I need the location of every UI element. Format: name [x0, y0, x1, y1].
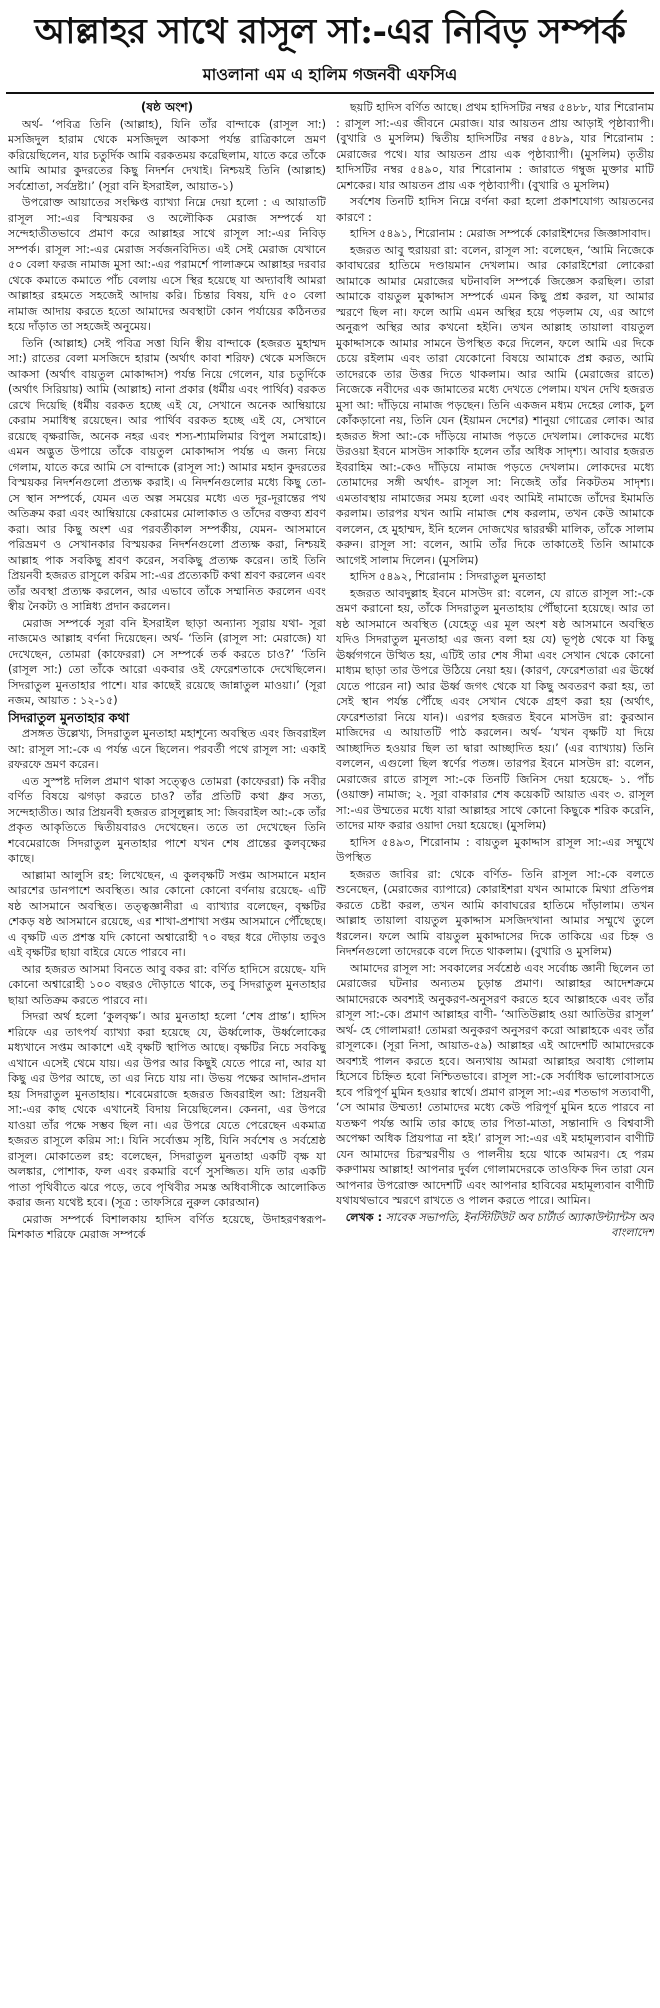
author-note: [336, 1210, 654, 1241]
paragraph: মেরাজ সম্পর্কে বিশালকায় হাদিস বর্ণিত হয়েছে, উদাহরণস্বরূপ- মিশকাত শরিফে মেরাজ সম্পর্কে: [8, 1212, 326, 1241]
hadith-heading: হাদিস ৫৪৯২, শিরোনাম : সিদরাতুল মুনতাহা: [350, 570, 546, 583]
hadith-heading: হাদিস ৫৪৯৩, শিরোনাম : বায়তুল মুকাদ্দাস রাসূল সা:-এর সম্মুখে উপস্থিত: [336, 835, 654, 864]
paragraph: মেরাজ সম্পর্কে সূরা বনি ইসরাইল ছাড়া অন্যান্য সূরায় যথা- সূরা নাজমেও আল্লাহ বর্ণনা দিয়েছেন। অর্থ- ‘তিনি (রাসূল সা: মেরাজে) যা দেখেছেন, তোমরা (কাফেররা) সে সম্পর্কে তর্ক করতে চাও?’ ‘তিনি (রাসূল সা:) তো তাঁকে আরো একবার ওই ফেরেশতাকে দেখেছিলেন। সিদরাতুল মুনতাহার পাশে। যার কাছেই রয়েছে জান্নাতুল মাওয়া।’ (সূরা নজম, আয়াত : ১২-১৫): [8, 616, 326, 707]
paragraph: হজরত আবদুল্লাহ ইবনে মাসউদ রা: বলেন, যে রাতে রাসূল সা:-কে ভ্রমণ করানো হয়, তাঁকে সিদরাতুল মুনতাহায় পৌঁছানো হয়েছে। আর তা ষষ্ঠ আসমানে অবস্থিত (যেহেতু এর মূল অংশ ষষ্ঠ আসমানে অবস্থিত যদিও সিদরাতুল মুনতাহা এর জন্য বলা হয় যে) ভূপৃষ্ঠ থেকে যা কিছু ঊর্ধ্বগগনে উত্থিত হয়, এটিই তার শেষ সীমা এবং সেখান থেকে কোনো মাধ্যম ছাড়া তার উপরে উঠিয়ে নেয়া হয়। (কারণ, ফেরেশতারা এর ঊর্ধ্বে যেতে পারেন না) আর ঊর্ধ্ব জগৎ থেকে যা কিছু অবতরণ করা হয়, তা সেই স্থান পর্যন্ত পৌঁছে এবং সেখান থেকে গ্রহণ করা হয় (অর্থাৎ, ফেরেশতারা নিয়ে যান)। এরপর হজরত ইবনে মাসউদ রা: কুরআন মাজিদের এ আয়াতটি পাঠ করলেন। অর্থ- ‘যখন বৃক্ষটি যা দিয়ে আচ্ছাদিত হওয়ার ছিল তা দ্বারা আচ্ছাদিত হয়।’ (এর ব্যাখ্যায়) তিনি বললেন, এগুলো ছিল স্বর্ণের পতঙ্গ। তারপর ইবনে মাসউদ রা: বলেন, মেরাজের রাতে রাসূল সা:-কে তিনটি জিনিস দেয়া হয়েছে- ১. পাঁচ (ওয়াক্ত) নামাজ; ২. সূরা বাকারার শেষ কয়েকটি আয়াত এবং ৩. রাসূল সা:-এর উম্মতের মধ্যে যারা আল্লাহর সাথে কোনো কিছুকে শরিক করেনি, তাদের মাফ করার ওয়াদা দেয়া হয়েছে। (মুসলিম): [336, 586, 654, 832]
paragraph: আর হজরত আসমা বিনতে আবু বকর রা: বর্ণিত হাদিসে রয়েছে- যদি কোনো অশ্বারোহী ১০০ বছরও দৌড়াতে থাকে, তবু সিদরাতুল মুনতাহার ছায়া অতিক্রম করতে পারবে না।: [8, 962, 326, 1007]
paragraph: সর্বশেষ তিনটি হাদিস নিম্নে বর্ণনা করা হলো প্রকাশযোগ্য আয়তনের কারণে :: [336, 195, 654, 224]
paragraph: তিনি (আল্লাহ) সেই পবিত্র সত্তা যিনি স্বীয় বান্দাকে (হজরত মুহাম্মদ সা:) রাতের বেলা মসজিদে হারাম (অর্থাৎ কাবা শরিফ) থেকে মসজিদে আকসা (অর্থাৎ বায়তুল মোকাদ্দাস) পর্যন্ত নিয়ে গেলেন, যার চতুর্দিকে (অর্থাৎ সিরিয়ায়) আমি (আল্লাহ) নানা প্রকার (ধর্মীয় এবং পার্থিব) বরকত রেখে দিয়েছি (ধর্মীয় বরকত হচ্ছে এই যে, সেখানে অনেক আম্বিয়ায়ে কেরাম সমাধিস্থ রয়েছেন। আর পার্থিব বরকত হচ্ছে এই যে, সেখানে রয়েছে বৃক্ষরাজি, অনেক নহর এবং শস্য-শ্যামলিমার বিপুল সমারোহ)। এমন অদ্ভুত উপায়ে তাঁকে বায়তুল মোকাদ্দাস পর্যন্ত এ জন্য নিয়ে গেলাম, যাতে করে আমি সে বান্দাকে (রাসূল সা:) আমার মহান কুদরতের বিস্ময়কর নিদর্শনগুলো প্রত্যক্ষ করাই। এ নিদর্শনগুলোর মধ্যে কিছু তো- সে স্থান সম্পর্কে, যেমন এত অল্প সময়ের মধ্যে এত দূর-দূরান্তের পথ অতিক্রম করা এবং আম্বিয়ায়ে কেরামের মোলাকাত ও তাঁদের বক্তব্য শ্রবণ করা। আর কিছু অংশ এর পরবর্তীকাল সম্পর্কীয়, যেমন- আসমানে পরিভ্রমণ ও সেখানকার বিস্ময়কর নিদর্শনগুলো প্রত্যক্ষ করা, নিশ্চয়ই আল্লাহ পাক সবকিছু শ্রবণ করেন, সবকিছু প্রত্যক্ষ করেন। তাই তিনি প্রিয়নবী হজরত রাসূলে করিম সা:-এর প্রত্যেকটি কথা শ্রবণ করলেন এবং তাঁর অবস্থা প্রত্যক্ষ করলেন, আর এভাবে তাঁকে সম্মানিত করলেন এবং স্বীয় নৈকট্য ও সান্নিধ্য প্রদান করলেন।: [8, 336, 326, 613]
paragraph: অর্থ- ‘পবিত্র তিনি (আল্লাহ), যিনি তাঁর বান্দাকে (রাসূল সা:) মসজিদুল হারাম থেকে মসজিদুল আকসা পর্যন্ত রাত্রিকালে ভ্রমণ করিয়েছিলেন, যার চতুর্দিক আমি বরকতময় করেছিলাম, যাতে করে তাঁকে আমি আমার কুদরতের কিছু নিদর্শন দেখাই। নিশ্চয়ই তিনি (আল্লাহ) সর্বশ্রোতা, সর্বদ্রষ্টা।’ (সূরা বনি ইসরাইল, আয়াত-১): [8, 117, 326, 193]
section-label: (ষষ্ঠ অংশ): [140, 100, 194, 114]
paragraph: উপরোক্ত আয়াতের সংক্ষিপ্ত ব্যাখ্যা নিম্নে দেয়া হলো : এ আয়াতটি রাসূল সা:-এর বিস্ময়কর ও অলৌকিক মেরাজ সম্পর্কে যা সন্দেহাতীতভাবে প্রমাণ করে আল্লাহর সাথে রাসূল সা:-এর নিবিড় সম্পর্ক। রাসূল সা:-এর মেরাজ সর্বজনবিদিত। এই সেই মেরাজ যেখানে ৫০ বেলা ফরজ নামাজ মুসা আ:-এর পরামর্শে পালাক্রমে আল্লাহর দরবার থেকে কমাতে কমাতে পাঁচ বেলায় এসে স্থির হয়েছে যা অদ্যাবধি আমরা আল্লাহর রহমতে সহজেই আদায় করি। চিন্তার বিষয়, যদি ৫০ বেলা নামাজ আদায় করতে হতো আমাদের অবস্থাটা কোন পর্যায়ের কঠিনতর হয়ে দাঁড়াত তা সহজেই অনুমেয়।: [8, 196, 326, 333]
hadith-heading: হাদিস ৫৪৯১, শিরোনাম : মেরাজ সম্পর্কে কোরাইশদের জিজ্ঞাসাবাদ।: [350, 227, 651, 240]
paragraph: হজরত আবু হুরায়রা রা: বলেন, রাসূল সা: বলেছেন, ‘আমি নিজেকে কাবাঘরের হাতিমে দণ্ডায়মান দেখলাম। আর কোরাইশেরা লোকেরা আমাকে আমার মেরাজের ঘটনাবলি সম্পর্কে জিজ্ঞেস করছিল। তারা আমাকে বায়তুল মুকাদ্দাস সম্পর্কে এমন কিছু প্রশ্ন করল, যা আমার স্মরণে ছিল না। ফলে আমি এমন অস্থির হয়ে পড়লাম যে, এর আগে অনুরূপ অস্থির আর কখনো হইনি। তখন আল্লাহ তায়ালা বায়তুল মুকাদ্দাসকে আমার সামনে উপস্থিত করে দিলেন, ফলে আমি এর দিকে চেয়ে রইলাম এবং তারা যেকোনো বিষয়ে আমাকে প্রশ্ন করত, আমি তাদেরকে তার উত্তর দিতে থাকলাম। আর আমি (মেরাজের রাতে) নিজেকে নবীদের এক জামাতের মধ্যে দেখতে পেলাম। যখন দেখি হজরত মুসা আ: দাঁড়িয়ে নামাজ পড়ছেন। তিনি একজন মধ্যম দেহের লোক, চুল কোঁকড়ানো নয়, তিনি যেন (ইয়ামন দেশের) শানুয়া গোত্রের লোক। আর হজরত ঈসা আ:-কে দাঁড়িয়ে নামাজ পড়তে দেখলাম। লোকদের মধ্যে উরওয়া ইবনে মাসউদ সাকাফি হলেন তাঁর অধিক সাদৃশ্য। আবার হজরত ইবরাহিম আ:-কেও দাঁড়িয়ে নামাজ পড়তে দেখলাম। লোকদের মধ্যে তোমাদের সঙ্গী অর্থাৎ- রাসূল সা: নিজেই তাঁর নিকটতম সাদৃশ্য। এমতাবস্থায় নামাজের সময় হলো এবং আমিই নামাজে তাঁদের ইমামতি করলাম। তারপর যখন আমি নামাজ শেষ করলাম, তখন কেউ আমাকে বললেন, হে মুহাম্মদ, ইনি হলেন দোজখের দ্বাররক্ষী মালিক, তাঁকে সালাম করুন। রাসূল সা: বলেন, আমি তাঁর দিকে তাকাতেই তিনি আমাকে আগেই সালাম দিলেন। (মুসলিম): [336, 243, 654, 567]
paragraph: হজরত জাবির রা: থেকে বর্ণিত- তিনি রাসূল সা:-কে বলতে শুনেছেন, (মেরাজের ব্যাপারে) কোরাইশরা যখন আমাকে মিথ্যা প্রতিপন্ন করতে চেষ্টা করল, তখন আমি কাবাঘরের হাতিমে দাঁড়ালাম। তখন আল্লাহ তায়ালা বায়তুল মুকাদ্দাস মসজিদখানা আমার সম্মুখে তুলে ধরলেন। ফলে আমি বায়তুল মুকাদ্দাসের দিকে তাকিয়ে এর চিহ্ন ও নিদর্শনগুলো তাদেরকে বলে দিতে থাকলাম। (বুখারি ও মুসলিম): [336, 867, 654, 958]
author-note-label: লেখক :: [345, 1210, 383, 1224]
left-column: [8, 100, 326, 2000]
right-column: [336, 100, 654, 2000]
header-divider: [6, 92, 654, 94]
paragraph: আল্লামা আলুসি রহ: লিখেছেন, এ কুলবৃক্ষটি সপ্তম আসমানে মহান আরশের ডানপাশে অবস্থিত। আর কোনো কোনো বর্ণনায় রয়েছে- এটি ষষ্ঠ আসমানে অবস্থিত। তত্ত্বজ্ঞানীরা এ ব্যাখ্যার বলেছেন, বৃক্ষটির শেকড় ষষ্ঠ আসমানে রয়েছে, এর শাখা-প্রশাখা সপ্তম আসমানে পৌঁছেছে। এ বৃক্ষটি এত প্রশস্ত যদি কোনো অশ্বারোহী ৭০ বছর ধরে দৌড়ায় তবুও এই বৃক্ষটির ছায়া বাইরে যেতে পারবে না।: [8, 868, 326, 959]
author-byline: মাওলানা এম এ হালিম গজনবী এফসিএ: [202, 65, 458, 84]
paragraph: এত সুস্পষ্ট দলিল প্রমাণ থাকা সত্ত্বেও তোমরা (কাফেররা) কি নবীর বর্ণিত বিষয়ে ঝগড়া করতে চাও? তাঁর প্রতিটি কথা ধ্রুব সত্য, সন্দেহাতীত। আর প্রিয়নবী হজরত রাসূলুল্লাহ সা: জিবরাইল আ:-কে তাঁর প্রকৃত আকৃতিতে দ্বিতীয়বারও দেখেছেন। ততে তা দেখেছেন তিনি শবেমেরাজে সিদরাতুল মুনতাহার পাশে যখন শেষ প্রান্তের কুলবৃক্ষের কাছে।: [8, 774, 326, 865]
paragraph: আমাদের রাসূল সা: সবকালের সর্বশ্রেষ্ঠ এবং সর্বোচ্চ জ্ঞানী ছিলেন তা মেরাজের ঘটনার অন্যতম চূড়ান্ত প্রমাণ। আল্লাহর আদেশক্রমে আমাদেরকে অবশ্যই অনুকরণ-অনুসরণ করতে হবে আল্লাহকে এবং তাঁর রাসূল সা:-কে। প্রমাণ আল্লাহর বাণী- ‘আতিউল্লাহ ওয়া আতিউর রাসূল’ অর্থ- হে গোলামরা! তোমরা অনুকরণ অনুসরণ করো আল্লাহকে এবং তাঁর রাসূলকে। (সূরা নিসা, আয়াত-৫৯) আল্লাহর এই আদেশটি আমাদেরকে অবশ্যই পালন করতে হবে। অন্যথায় আমরা আল্লাহর অবাধ্য গোলাম হিসেবে চিহ্নিত হবো নিশ্চিতভাবে। রাসূল সা:-কে সর্বাধিক ভালোবাসতে হবে পরিপূর্ণ মুমিন হওয়ার স্বার্থে। প্রমাণ রাসূল সা:-এর শতভাগ সত্যবাণী, ‘সে আমার উম্মত্য! তোমাদের মধ্যে কেউ পরিপূর্ণ মুমিন হতে পারবে না যতক্ষণ পর্যন্ত আমি তার কাছে তার পিতা-মাতা, সন্তানাদি ও বিশ্ববাসী অপেক্ষা অধিক প্রিয়পাত্র না হই।’ রাসূল সা:-এর এই মহামূল্যবান বাণীটি যেন আমাদের চিরস্মরণীয় ও পালনীয় হয়ে থাকে আমরণ। হে পরম করুণাময় আল্লাহ! আপনার দুর্বল গোলামদেরকে তাওফিক দিন তারা যেন আপনার উপরোক্ত আদেশটি এবং আপনার হাবিবের মহামূল্যবান বাণীটি যথাযথভাবে স্মরণে রাখতে ও পালন করতে পারে। আমিন।: [336, 961, 654, 1207]
article-title: আল্লাহর সাথে রাসূল সা:-এর নিবিড় সম্পর্ক: [34, 11, 626, 52]
paragraph: ছয়টি হাদিস বর্ণিত আছে। প্রথম হাদিসটির নম্বর ৫৪৮৮, যার শিরোনাম : রাসূল সা:-এর জীবনে মেরাজ। যার আয়তন প্রায় আড়াই পৃষ্ঠাব্যাপী। (বুখারি ও মুসলিম) দ্বিতীয় হাদিসটির নম্বর ৫৪৮৯, যার শিরোনাম : মেরাজের পথে। যার আয়তন প্রায় এক পৃষ্ঠাব্যাপী। (মুসলিম) তৃতীয় হাদিসটির নম্বর ৫৪৯০, যার শিরোনাম : জারাতে গম্বুজ মুক্তার মাটি মেশকের। যার আয়তন প্রায় এক পৃষ্ঠাব্যাপী। (বুখারি ও মুসলিম): [336, 101, 654, 192]
subheading: সিদরাতুল মুনতাহার কথা: [8, 709, 130, 725]
paragraph: প্রসঙ্গত উল্লেখ্য, সিদরাতুল মুনতাহা মহাশূন্যে অবস্থিত এবং জিবরাইল আ: রাসূল সা:-কে এ পর্যন্ত এনে ছিলেন। পরবর্তী পথে রাসূল সা: একাই রফরফে ভ্রমণ করেন।: [8, 727, 326, 771]
author-note-text: সাবেক সভাপতি, ইনস্টিটিউট অব চার্টার্ড অ্যাকাউন্ট্যান্টস অব বাংলাদেশ: [385, 1210, 654, 1239]
paragraph: সিদরা অর্থ হলো ‘কুলবৃক্ষ’। আর মুনতাহা হলো ‘শেষ প্রান্ত’। হাদিস শরিফে এর তাৎপর্য ব্যাখ্যা করা হয়েছে যে, ঊর্ধ্বলোক, উর্ধ্বলোকের মধ্যখানে সপ্তম আকাশে এই বৃক্ষটি স্থাপিত আছে। বৃক্ষটির নিচে সবকিছু এখানে এসেই থেমে যায়। এর উপর আর কিছুই যেতে পারে না, আর যা কিছু এর উপর আছে, তা এর নিচে যায় না। উভয় পক্ষের আদান-প্রদান হয় সিদরাতুল মুনতাহায়। শবেমেরাজে হজরত জিবরাইল আ: প্রিয়নবী সা:-এর কাছ থেকে এখানেই বিদায় নিয়েছিলেন। কেননা, এর উপরে যাওয়া তাঁর পক্ষে সম্ভব ছিল না। এর উপরে যেতে পেরেছেন একমাত্র হজরত রাসূলে করিম সা:। যিনি সর্বোত্তম সৃষ্টি, যিনি সর্বশেষ ও সর্বশ্রেষ্ঠ রাসূল। মোকাতেল রহ: বলেছেন, সিদরাতুল মুনতাহা একটি বৃক্ষ যা অলঙ্কার, পোশাক, ফল এবং রকমারি বর্ণে সুসজ্জিত। যদি তার একটি পাতা পৃথিবীতে ঝরে পড়ে, তবে পৃথিবীর সমস্ত অধিবাসীকে আলোকিত করার জন্য যথেষ্ট হবে। (সূত্র : তাফসিরে নুরুল কোরআন): [8, 1010, 326, 1209]
